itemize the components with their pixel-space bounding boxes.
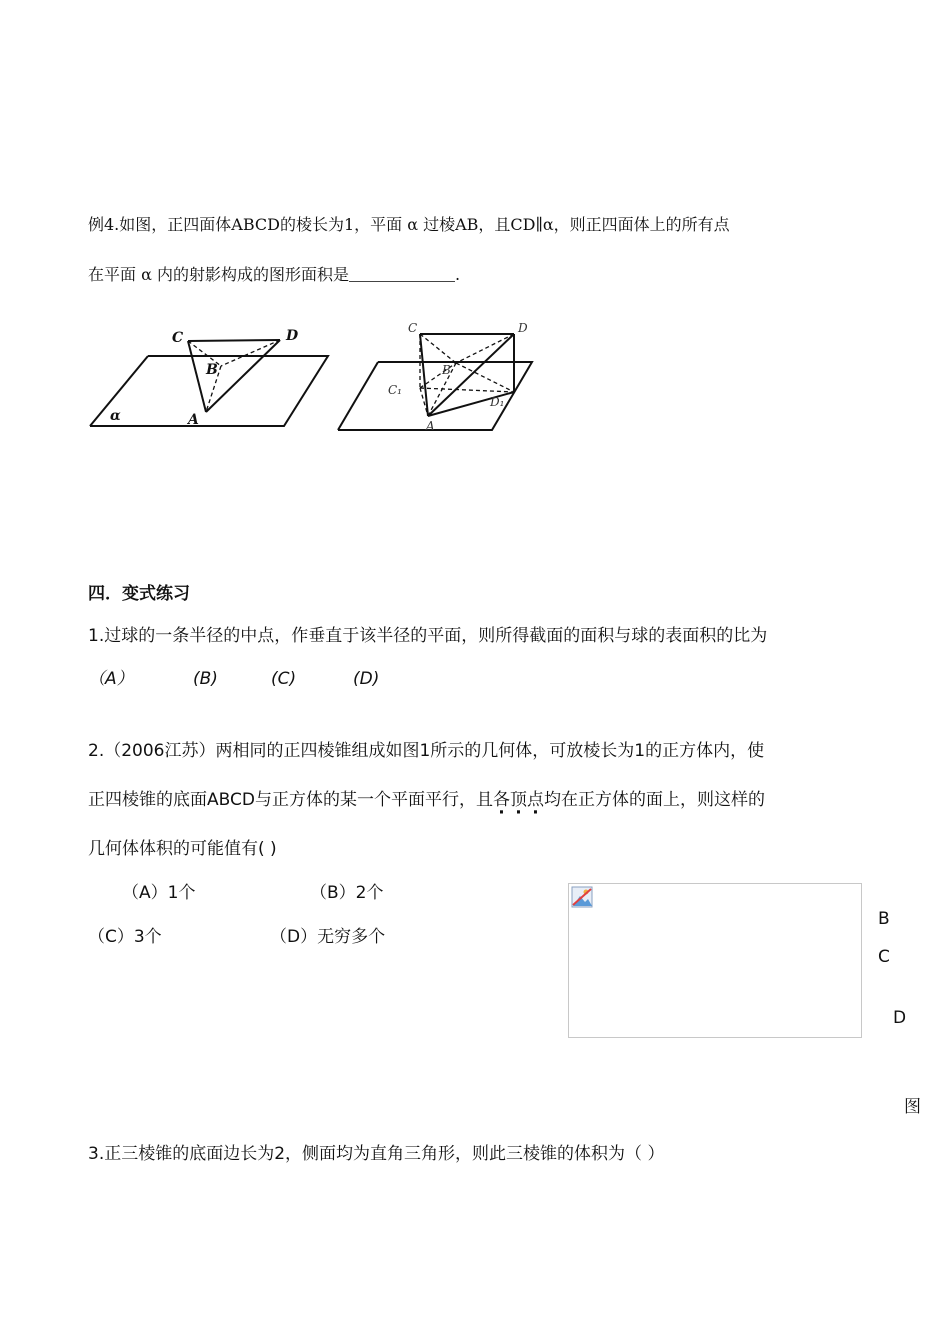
- side-label-d: D: [893, 1008, 907, 1028]
- label2-A: A: [426, 419, 435, 433]
- label-C: C: [172, 330, 184, 346]
- label2-C1: C₁: [388, 383, 402, 397]
- label-A: A: [188, 412, 199, 428]
- q1-text: 1.过球的一条半径的中点，作垂直于该半径的平面，则所得截面的面积与球的表面积的比为: [88, 626, 768, 646]
- q1-option-a: （A）: [88, 669, 134, 689]
- side-label-c: C: [878, 947, 890, 967]
- q2-option-b: （B）2个: [310, 883, 384, 903]
- q1-options: [88, 668, 380, 690]
- q3-text: 3.正三棱锥的底面边长为2，侧面均为直角三角形，则此三棱锥的体积为（ ）: [88, 1144, 665, 1164]
- q2-emphasis-char: 各: [492, 790, 510, 810]
- label2-B: B: [442, 363, 451, 377]
- tetrahedron-plane-figure: [88, 318, 338, 433]
- missing-image-placeholder: [568, 883, 862, 1038]
- q1-option-b: (B): [193, 669, 218, 689]
- projection-figure: [336, 318, 536, 436]
- q2-line2: [88, 789, 765, 811]
- q1-option-c: (C): [271, 669, 297, 689]
- q2-option-d: （D）无穷多个: [270, 927, 386, 947]
- side-label-b: B: [878, 909, 890, 929]
- q2-line2-post: 均在正方体的面上，则这样的: [543, 790, 765, 810]
- side-label-figure: 图: [904, 1097, 921, 1117]
- example4-line2: [88, 262, 460, 285]
- label-B: B: [206, 362, 218, 378]
- broken-image-icon: [571, 886, 593, 908]
- example4-line2-end: .: [454, 265, 461, 284]
- q2-option-c: （C）3个: [88, 927, 162, 947]
- q2-option-a: （A）1个: [122, 883, 196, 903]
- q2-emphasis-char: 点: [526, 790, 544, 810]
- q2-emphasis-char: 顶: [509, 790, 527, 810]
- q2-line3: 几何体体积的可能值有( ): [88, 839, 277, 859]
- label2-C: C: [408, 321, 418, 335]
- label2-D: D: [518, 321, 528, 335]
- q2-line2-pre: 正四棱锥的底面ABCD与正方体的某一个平面平行，且: [88, 790, 493, 810]
- q2-line1: 2.（2006江苏）两相同的正四棱锥组成如图1所示的几何体，可放棱长为1的正方体内，使: [88, 741, 765, 761]
- label-D: D: [286, 328, 299, 344]
- answer-blank: [349, 265, 455, 282]
- q1-option-d: (D): [353, 669, 380, 689]
- label-alpha: α: [110, 408, 121, 424]
- section-heading: 四．变式练习: [88, 584, 190, 604]
- example4-line1: 例4.如图，正四面体ABCD的棱长为1，平面 α 过棱AB，且CD∥α，则正四面体上的所有点: [88, 215, 730, 234]
- example4-line2-text: 在平面 α 内的射影构成的图形面积是: [88, 265, 349, 284]
- label2-D1: D₁: [490, 395, 505, 409]
